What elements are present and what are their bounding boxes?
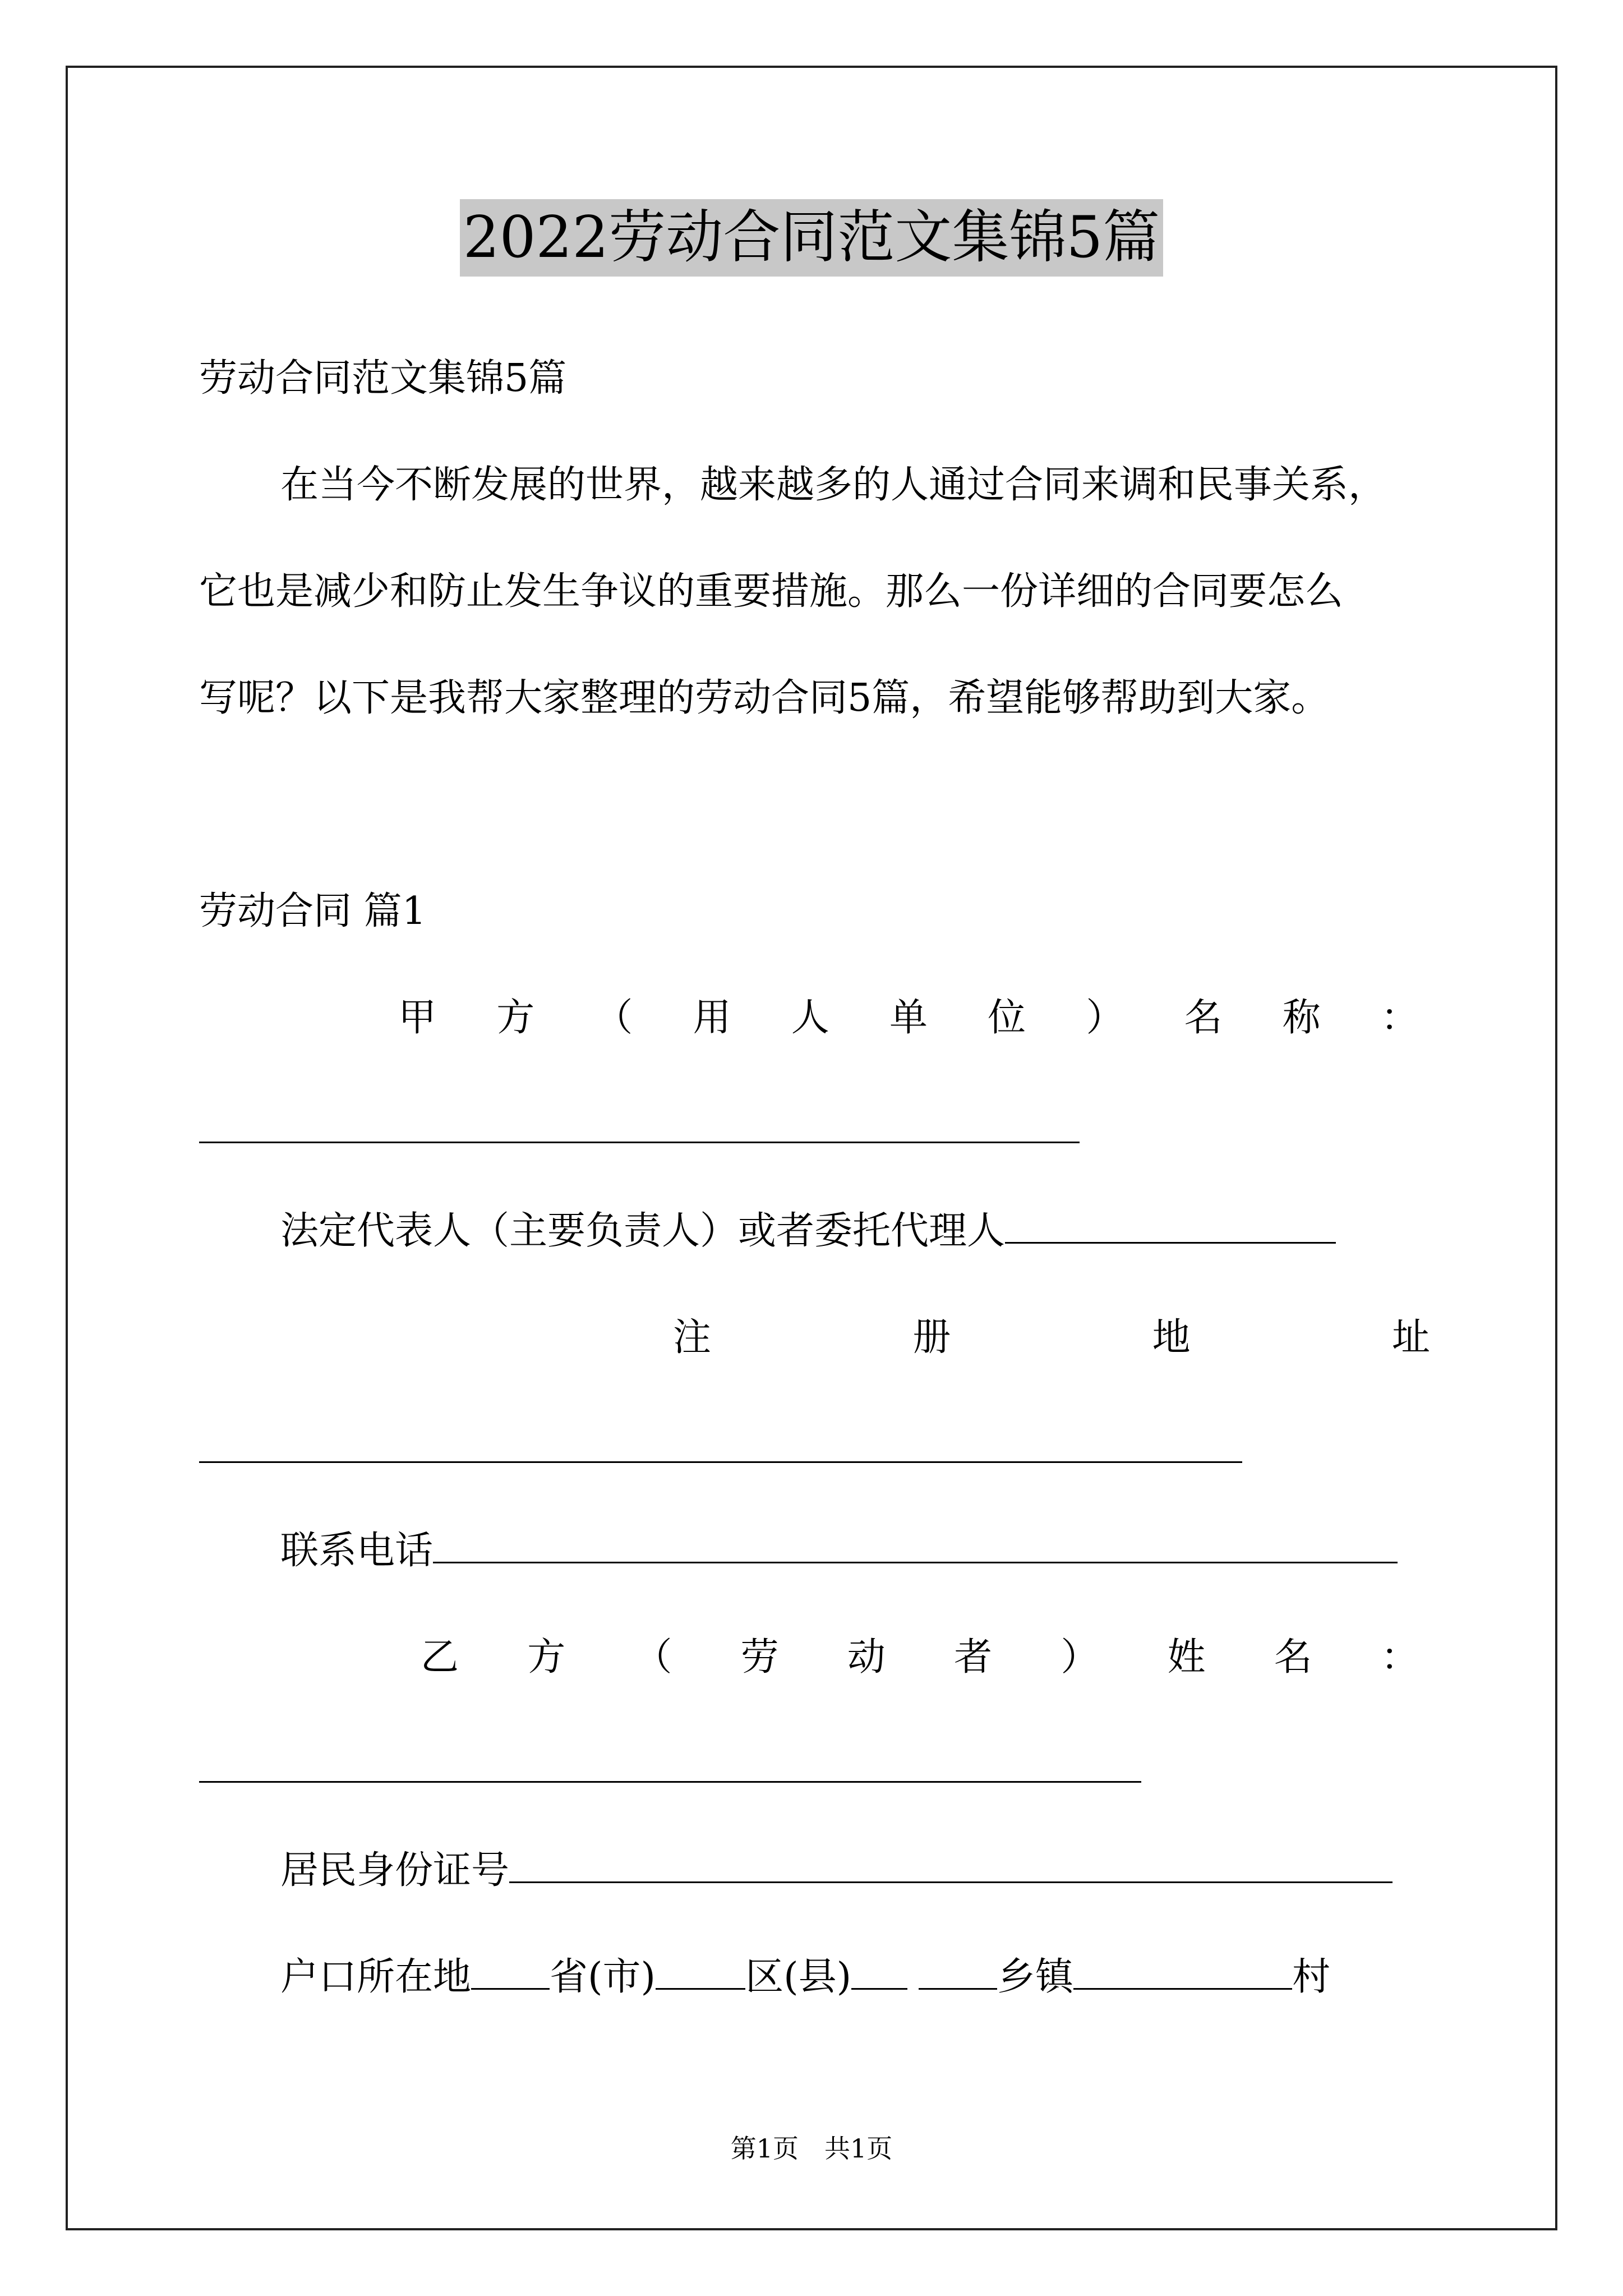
phone-blank — [433, 1527, 1398, 1563]
hukou-label: 户口所在地 — [280, 1955, 472, 1999]
spread-char: 方 — [527, 1635, 566, 1680]
hukou-district-blank — [656, 1953, 745, 1990]
phone-line — [280, 1526, 1398, 1576]
spread-char: （ — [594, 996, 633, 1040]
hukou-line — [280, 1952, 1330, 2003]
spread-char: 位 — [988, 996, 1026, 1040]
party-b-name-label — [421, 1632, 1419, 1683]
id-number-blank — [509, 1847, 1393, 1883]
spread-char: 址 — [1391, 1315, 1430, 1360]
legal-rep-line — [280, 1206, 1336, 1257]
phone-label: 联系电话 — [280, 1529, 434, 1573]
legal-rep-label: 法定代表人（主要负责人）或者委托代理人 — [280, 1209, 1006, 1253]
subtitle: 劳动合同范文集锦5篇 — [199, 356, 567, 401]
party-a-name-blank — [199, 1142, 1080, 1143]
spread-char: （ — [634, 1635, 672, 1680]
document-title: 2022劳动合同范文集锦5篇 — [460, 199, 1163, 277]
party-a-name-label — [398, 993, 1419, 1043]
registered-address-label — [673, 1313, 1430, 1363]
intro-line-3: 写呢？以下是我帮大家整理的劳动合同5篇，希望能够帮助到大家。 — [199, 676, 1330, 720]
spread-char: 人 — [791, 996, 829, 1040]
spread-char: 名 — [1274, 1635, 1312, 1680]
hukou-village-blank — [1073, 1953, 1292, 1990]
hukou-village-label: 村 — [1292, 1955, 1331, 1999]
spread-char: 姓 — [1167, 1635, 1206, 1680]
spread-char: 甲 — [398, 996, 437, 1040]
spread-char: 单 — [889, 996, 928, 1040]
spread-char: 劳 — [740, 1635, 779, 1680]
spread-char: 称 — [1282, 996, 1321, 1040]
title-container — [0, 199, 1623, 277]
spread-char: 动 — [847, 1635, 886, 1680]
intro-line-2: 它也是减少和防止发生争议的重要措施。那么一份详细的合同要怎么 — [199, 569, 1344, 614]
spread-char: ） — [1061, 1635, 1099, 1680]
spread-char: 者 — [954, 1635, 993, 1680]
spread-char: 注 — [673, 1315, 712, 1360]
spread-char: 乙 — [421, 1635, 459, 1680]
spread-char: 方 — [496, 996, 535, 1040]
id-number-label: 居民身份证号 — [280, 1848, 510, 1893]
spread-char: 用 — [693, 996, 731, 1040]
spread-char: 地 — [1152, 1315, 1191, 1360]
registered-address-blank — [199, 1461, 1242, 1463]
section-heading: 劳动合同 篇1 — [199, 889, 426, 933]
hukou-district-label: 区(县) — [745, 1955, 852, 1999]
intro-line-1: 在当今不断发展的世界，越来越多的人通过合同来调和民事关系， — [280, 463, 1387, 507]
spread-char: ） — [1086, 996, 1124, 1040]
hukou-province-label: 省(市) — [550, 1955, 656, 1999]
legal-rep-blank — [1005, 1207, 1336, 1244]
spread-char: 名 — [1184, 996, 1223, 1040]
hukou-province-blank — [471, 1953, 550, 1990]
spread-char: ： — [1380, 996, 1419, 1040]
spread-char: 册 — [912, 1315, 951, 1360]
spread-char: ： — [1380, 1635, 1419, 1680]
hukou-township-label: 乡镇 — [997, 1955, 1074, 1999]
hukou-extra-blank — [851, 1953, 907, 1990]
party-b-name-blank — [199, 1781, 1141, 1783]
page-footer: 第1页 共1页 — [730, 2133, 893, 2164]
id-number-line — [280, 1846, 1393, 1896]
hukou-township-blank — [919, 1953, 997, 1990]
